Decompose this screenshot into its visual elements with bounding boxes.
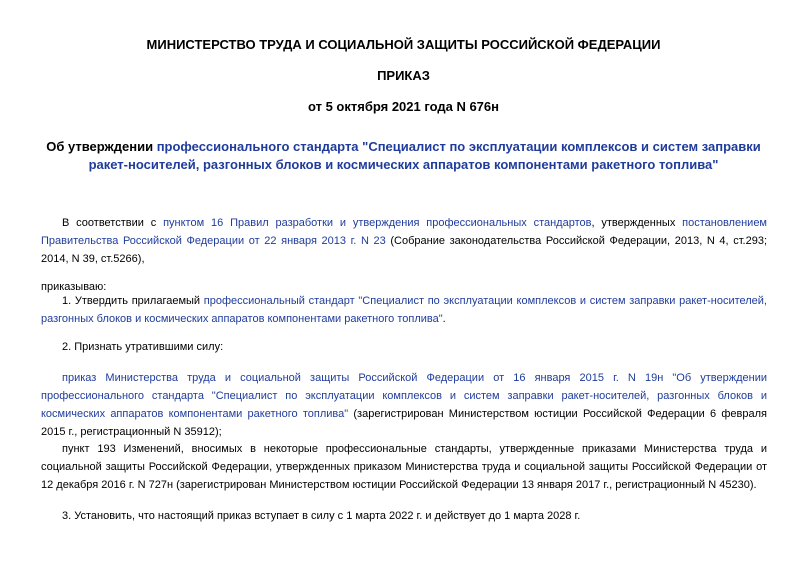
old-order-link[interactable]: приказ Министерства труда и социальной защиты Российской Федерации от 16 января 2015 г. N 19н "Об утверждении профессионального стандарта "Специалист по эксплуатации комплексов и систем заправки ракет-носителей, разгонных блоков и космических аппаратов компонентами ракетного топлива" xyxy=(41,372,767,420)
title-standard-link[interactable]: профессионального стандарта "Специалист по эксплуатации комплексов и систем заправки ракет-носителей, разгонных блоков и космических аппаратов компонентами ракетного топлива" xyxy=(88,139,761,172)
item-2-paragraph: 2. Признать утратившими силу: xyxy=(62,341,224,353)
item-1-end: . xyxy=(442,313,446,325)
item-3-paragraph: 3. Установить, что настоящий приказ вступает в силу с 1 марта 2022 г. и действует до 1 марта 2028 г. xyxy=(62,510,581,522)
ministry-heading: МИНИСТЕРСТВО ТРУДА И СОЦИАЛЬНОЙ ЗАЩИТЫ РОССИЙСКОЙ ФЕДЕРАЦИИ xyxy=(146,37,661,52)
doc-type-heading: ПРИКАЗ xyxy=(377,68,430,83)
item-2a-text: (зарегистрирован Министерством юстиции Российской Федерации 6 февраля 2015 г., регистрационный N 35912); xyxy=(41,408,768,438)
preamble-text-2: , утвержденных xyxy=(591,217,683,229)
item-1-text: 1. Утвердить прилагаемый xyxy=(62,295,204,307)
item-2a-paragraph xyxy=(41,369,767,441)
item-1-paragraph xyxy=(41,292,767,328)
rules-link[interactable]: пунктом 16 Правил разработки и утверждения профессиональных стандартов xyxy=(163,217,592,229)
orders-line: приказываю: xyxy=(41,281,107,293)
item-2b-paragraph: пункт 193 Изменений, вносимых в некоторые профессиональные стандарты, утвержденные приказами Министерства труда и социальной защиты Российской Федерации, утвержденных приказом Министерства труда и социальной защиты Российской Федерации от 12 декабря 2016 г. N 727н (зарегистрирован Министерством юстиции Российской Федерации 13 января 2017 г., регистрационный N 45230). xyxy=(41,443,767,491)
preamble-paragraph xyxy=(41,214,767,268)
standard-link[interactable]: профессиональный стандарт "Специалист по эксплуатации комплексов и систем заправки ракет-носителей, разгонных блоков и космических аппаратов компонентами ракетного топлива" xyxy=(41,295,767,325)
preamble-text-1: В соответствии с xyxy=(62,217,164,229)
government-decree-link[interactable]: постановлением Правительства Российской Федерации от 22 января 2013 г. N 23 xyxy=(41,217,767,247)
doc-date-number: от 5 октября 2021 года N 676н xyxy=(307,99,499,114)
document-title xyxy=(40,138,767,174)
title-prefix: Об утверждении xyxy=(46,139,157,154)
preamble-text-3: (Собрание законодательства Российской Федерации, 2013, N 4, ст.293; 2014, N 39, ст.5266), xyxy=(41,235,768,265)
